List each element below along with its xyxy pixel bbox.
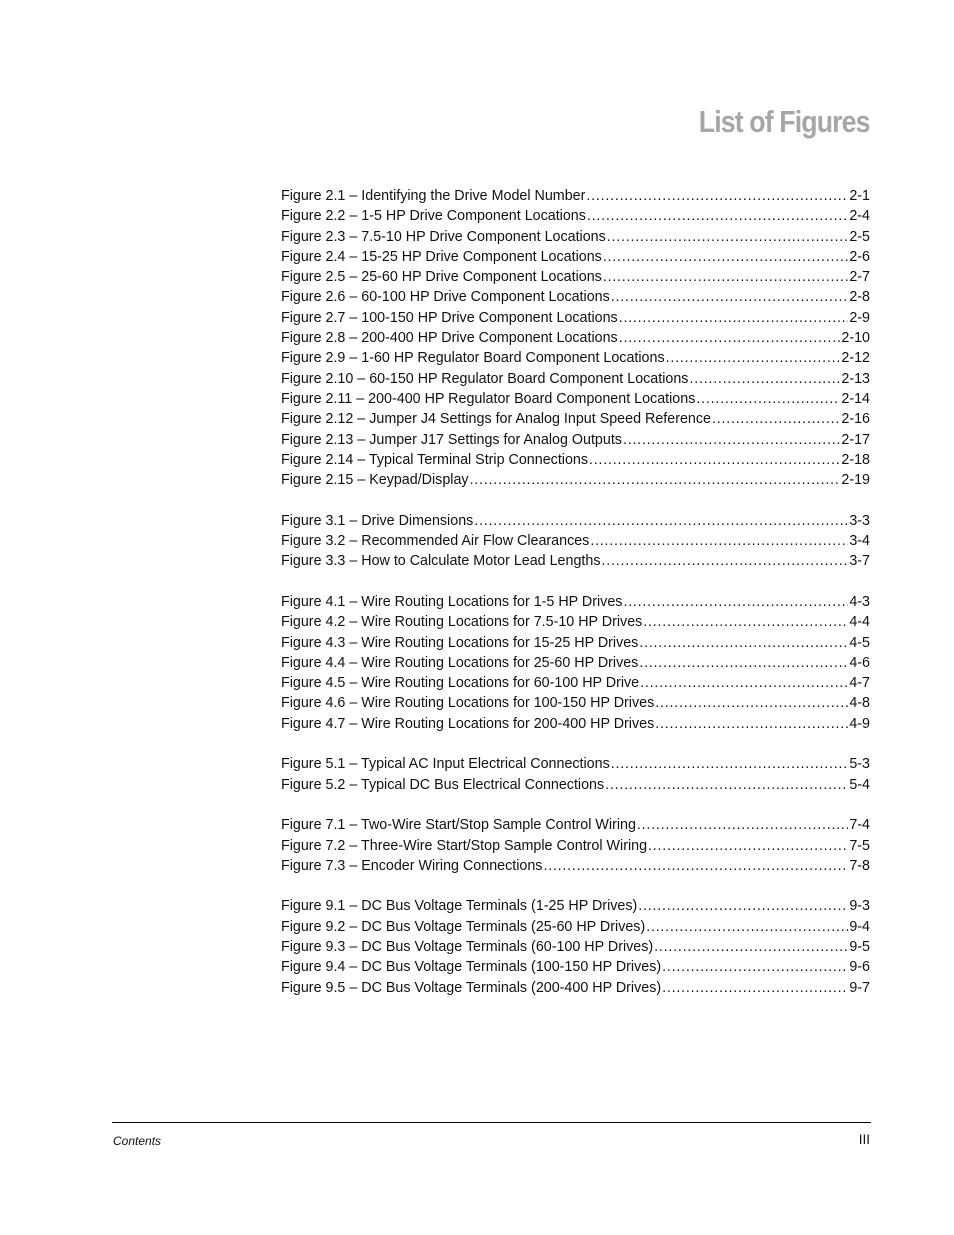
toc-entry-page: 2-1	[849, 188, 870, 204]
dot-leader	[474, 511, 848, 531]
dot-leader	[648, 836, 848, 856]
toc-entry-title: Figure 9.3 – DC Bus Voltage Terminals (60-100 HP Drives)	[281, 938, 654, 955]
toc-entry-page: 2-12	[841, 350, 870, 367]
toc-entry[interactable]	[281, 389, 870, 409]
toc-entry-page: 9-7	[849, 979, 870, 996]
dot-leader	[655, 693, 848, 713]
toc-entry[interactable]	[281, 896, 870, 916]
toc-entry-title: Figure 9.2 – DC Bus Voltage Terminals (25-60 HP Drives)	[281, 918, 646, 935]
toc-entry[interactable]	[281, 450, 870, 470]
toc-entry-page: 7-4	[849, 817, 870, 834]
toc-entry-page: 2-8	[849, 289, 870, 306]
figure-group	[281, 896, 870, 997]
toc-entry-title: Figure 4.5 – Wire Routing Locations for 60-100 HP Drive	[281, 675, 640, 692]
dot-leader	[619, 308, 849, 328]
dot-leader	[640, 673, 848, 693]
toc-entry-title: Figure 4.6 – Wire Routing Locations for 100-150 HP Drives	[281, 695, 655, 712]
toc-entry-page: 9-4	[849, 918, 870, 935]
toc-entry-title: Figure 4.2 – Wire Routing Locations for 7.5-10 HP Drives	[281, 614, 643, 631]
toc-entry[interactable]	[281, 856, 870, 876]
figure-group	[281, 754, 870, 795]
toc-entry-page: 3-7	[849, 553, 870, 570]
toc-entry[interactable]	[281, 815, 870, 835]
toc-entry-title: Figure 2.14 – Typical Terminal Strip Connections	[281, 451, 589, 468]
toc-entry-page: 4-7	[849, 675, 870, 692]
dot-leader	[654, 937, 848, 957]
dot-leader	[696, 389, 840, 409]
toc-entry-title: Figure 4.4 – Wire Routing Locations for 25-60 HP Drives	[281, 654, 639, 671]
dot-leader	[619, 328, 841, 348]
toc-entry[interactable]	[281, 653, 870, 673]
toc-entry-title: Figure 7.3 – Encoder Wiring Connections	[281, 857, 543, 874]
toc-entry-title: Figure 9.4 – DC Bus Voltage Terminals (100-150 HP Drives)	[281, 959, 662, 976]
toc-entry-title: Figure 4.3 – Wire Routing Locations for 15-25 HP Drives	[281, 634, 639, 651]
toc-entry-page: 3-4	[849, 533, 870, 550]
toc-entry-title: Figure 2.4 – 15-25 HP Drive Component Locations	[281, 248, 602, 265]
toc-entry-title: Figure 2.3 – 7.5-10 HP Drive Component Locations	[281, 228, 606, 245]
toc-entry-title: Figure 3.3 – How to Calculate Motor Lead Lengths	[281, 553, 601, 570]
toc-entry-page: 2-13	[841, 370, 870, 387]
toc-entry-page: 4-3	[849, 593, 870, 610]
dot-leader	[655, 714, 848, 734]
toc-entry[interactable]	[281, 754, 870, 774]
toc-entry-title: Figure 2.13 – Jumper J17 Settings for Analog Outputs	[281, 431, 622, 448]
page-title: List of Figures	[699, 104, 870, 139]
dot-leader	[662, 957, 848, 977]
toc-entry[interactable]	[281, 673, 870, 693]
toc-entry-title: Figure 4.7 – Wire Routing Locations for 200-400 HP Drives	[281, 715, 655, 732]
toc-entry-title: Figure 3.1 – Drive Dimensions	[281, 512, 474, 529]
toc-entry[interactable]	[281, 287, 870, 307]
figure-group	[281, 592, 870, 734]
dot-leader	[587, 206, 848, 226]
toc-entry-page: 2-17	[841, 431, 870, 448]
toc-entry[interactable]	[281, 836, 870, 856]
toc-entry[interactable]	[281, 227, 870, 247]
toc-entry[interactable]	[281, 957, 870, 977]
figure-group	[281, 511, 870, 572]
toc-entry-page: 4-4	[849, 614, 870, 631]
toc-entry-title: Figure 5.1 – Typical AC Input Electrical Connections	[281, 756, 610, 773]
toc-entry-page: 2-18	[841, 451, 870, 468]
toc-entry[interactable]	[281, 531, 870, 551]
toc-entry-page: 5-4	[849, 776, 870, 793]
toc-entry[interactable]	[281, 470, 870, 490]
toc-entry-title: Figure 3.2 – Recommended Air Flow Clearances	[281, 533, 590, 550]
toc-entry-page: 2-4	[849, 208, 870, 225]
dot-leader	[637, 815, 848, 835]
toc-entry[interactable]	[281, 714, 870, 734]
dot-leader	[712, 409, 840, 429]
toc-entry-title: Figure 5.2 – Typical DC Bus Electrical Connections	[281, 776, 605, 793]
toc-entry[interactable]	[281, 978, 870, 998]
toc-entry[interactable]	[281, 917, 870, 937]
dot-leader	[662, 978, 848, 998]
toc-entry[interactable]	[281, 937, 870, 957]
dot-leader	[470, 470, 841, 490]
toc-entry-page: 7-8	[849, 857, 870, 874]
toc-entry-title: Figure 2.1 – Identifying the Drive Model Number	[281, 188, 586, 204]
toc-entry[interactable]	[281, 348, 870, 368]
toc-entry[interactable]	[281, 612, 870, 632]
toc-entry-page: 9-6	[849, 959, 870, 976]
toc-entry-title: Figure 2.11 – 200-400 HP Regulator Board Component Locations	[281, 390, 696, 407]
toc-entry-title: Figure 2.7 – 100-150 HP Drive Component Locations	[281, 309, 618, 326]
toc-entry[interactable]	[281, 511, 870, 531]
toc-entry[interactable]	[281, 247, 870, 267]
toc-entry-page: 2-6	[849, 248, 870, 265]
toc-entry[interactable]	[281, 430, 870, 450]
toc-entry-page: 4-5	[849, 634, 870, 651]
footer-page-number: III	[858, 1132, 870, 1147]
footer-divider	[112, 1122, 871, 1123]
toc-entry-page: 4-6	[849, 654, 870, 671]
toc-entry[interactable]	[281, 551, 870, 571]
dot-leader	[639, 653, 848, 673]
toc-entry-title: Figure 2.6 – 60-100 HP Drive Component Locations	[281, 289, 610, 306]
toc-entry-page: 2-10	[841, 330, 870, 347]
dot-leader	[643, 612, 848, 632]
toc-entry[interactable]	[281, 633, 870, 653]
toc-entry-title: Figure 4.1 – Wire Routing Locations for 1-5 HP Drives	[281, 593, 623, 610]
toc-entry-title: Figure 7.2 – Three-Wire Start/Stop Sample Control Wiring	[281, 837, 648, 854]
dot-leader	[611, 754, 849, 774]
toc-entry-title: Figure 2.15 – Keypad/Display	[281, 472, 469, 489]
footer-section-label: Contents	[113, 1134, 162, 1148]
dot-leader	[666, 348, 841, 368]
figure-group	[281, 186, 870, 490]
toc-entry[interactable]	[281, 186, 870, 206]
dot-leader	[689, 369, 840, 389]
dot-leader	[639, 633, 848, 653]
dot-leader	[623, 592, 848, 612]
toc-entry[interactable]	[281, 267, 870, 287]
toc-entry-page: 2-16	[841, 411, 870, 428]
toc-entry-page: 7-5	[849, 837, 870, 854]
dot-leader	[638, 896, 848, 916]
toc-entry[interactable]	[281, 409, 870, 429]
toc-entry-page: 9-3	[849, 898, 870, 915]
dot-leader	[646, 917, 848, 937]
toc-entry-title: Figure 2.9 – 1-60 HP Regulator Board Component Locations	[281, 350, 665, 367]
toc-entry-title: Figure 2.12 – Jumper J4 Settings for Analog Input Speed Reference	[281, 411, 711, 428]
toc-entry-page: 2-9	[849, 309, 870, 326]
toc-entry[interactable]	[281, 328, 870, 348]
toc-entry[interactable]	[281, 592, 870, 612]
toc-entry-title: Figure 7.1 – Two-Wire Start/Stop Sample Control Wiring	[281, 817, 636, 834]
dot-leader	[607, 227, 849, 247]
dot-leader	[589, 450, 840, 470]
toc-entry[interactable]	[281, 308, 870, 328]
dot-leader	[590, 531, 848, 551]
toc-entry-page: 9-5	[849, 938, 870, 955]
toc-entry-page: 2-5	[849, 228, 870, 245]
toc-entry-title: Figure 2.8 – 200-400 HP Drive Component Locations	[281, 330, 618, 347]
toc-entry-title: Figure 2.2 – 1-5 HP Drive Component Locations	[281, 208, 586, 225]
dot-leader	[603, 267, 849, 287]
dot-leader	[601, 551, 848, 571]
toc-entry-page: 2-7	[849, 269, 870, 286]
figure-group	[281, 815, 870, 876]
list-of-figures	[281, 186, 870, 1018]
toc-entry[interactable]	[281, 693, 870, 713]
toc-entry-page: 2-19	[841, 472, 870, 489]
dot-leader	[605, 775, 848, 795]
dot-leader	[543, 856, 848, 876]
dot-leader	[623, 430, 840, 450]
toc-entry[interactable]	[281, 369, 870, 389]
dot-leader	[603, 247, 849, 267]
toc-entry-page: 2-14	[841, 390, 870, 407]
toc-entry[interactable]	[281, 206, 870, 226]
toc-entry-page: 4-8	[849, 695, 870, 712]
dot-leader	[611, 287, 849, 307]
toc-entry-title: Figure 9.5 – DC Bus Voltage Terminals (200-400 HP Drives)	[281, 979, 662, 996]
toc-entry-title: Figure 2.5 – 25-60 HP Drive Component Locations	[281, 269, 602, 286]
toc-entry-title: Figure 2.10 – 60-150 HP Regulator Board Component Locations	[281, 370, 689, 387]
toc-entry[interactable]	[281, 775, 870, 795]
toc-entry-title: Figure 9.1 – DC Bus Voltage Terminals (1-25 HP Drives)	[281, 898, 638, 915]
toc-entry-page: 5-3	[849, 756, 870, 773]
dot-leader	[586, 186, 848, 206]
toc-entry-page: 3-3	[849, 512, 870, 529]
toc-entry-page: 4-9	[849, 715, 870, 732]
